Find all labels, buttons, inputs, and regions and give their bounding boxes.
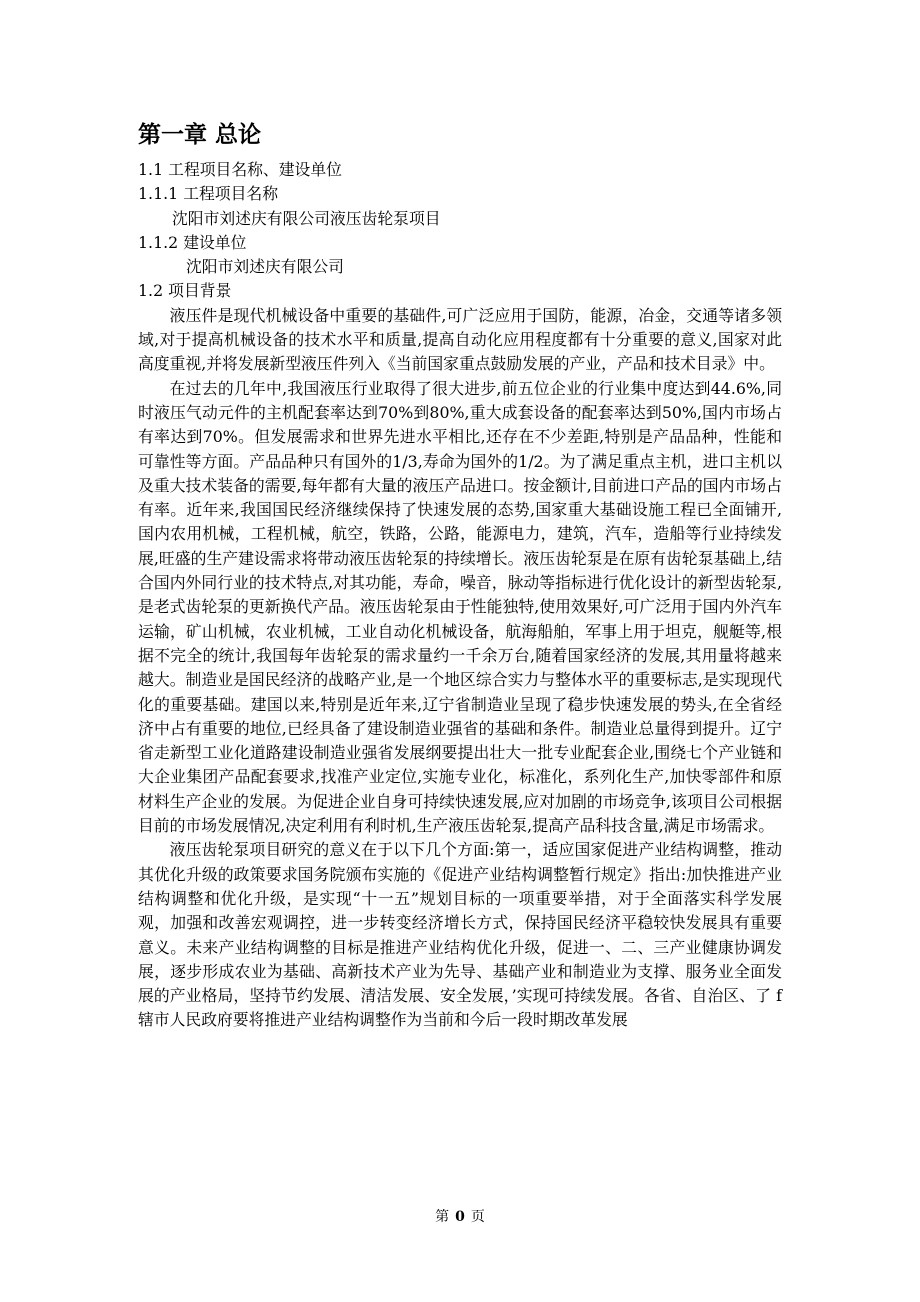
paragraph-industry-background: 在过去的几年中,我国液压行业取得了很大进步,前五位企业的行业集中度达到44.6%,同时液压气动元件的主机配套率达到70%到80%,重大成套设备的配套率达到50%,国内市场占有率达到70%。但发展需求和世界先进水平相比,还存在不少差距,特别是产品品种，性能和可靠性等方面。产品品种只有国外的1/3,寿命为国外的1/2。为了满足重点主机，进口主机以及重大技术装备的需要,每年都有大量的液压产品进口。按金额计,目前进口产品的国内市场占有率。近年来,我国国民经济继续保持了快速发展的态势,国家重大基础设施工程已全面铺开,国内农用机械，工程机械，航空，铁路，公路，能源电力，建筑，汽车，造船等行业持续发展,旺盛的生产建设需求将带动液压齿轮泵的持续增长。液压齿轮泵是在原有齿轮泵基础上,结合国内外同行业的技术特点,对其功能，寿命，噪音，脉动等指标进行优化设计的新型齿轮泵,是老式齿轮泵的更新换代产品。液压齿轮泵由于性能独特,使用效果好,可广泛用于国内外汽车运输，矿山机械，农业机械，工业自动化机械设备，航海船舶，军事上用于坦克，舰艇等,根据不完全的统计,我国每年齿轮泵的需求量约一千余万台,随着国家经济的发展,其用量将越来越大。制造业是国民经济的战略产业,是一个地区综合实力与整体水平的重要标志,是实现现代化的重要基础。建国以来,特别是近年来,辽宁省制造业呈现了稳步快速发展的势头,在全省经济中占有重要的地位,已经具备了建设制造业强省的基础和条件。制造业总量得到提升。辽宁省走新型工业化道路建设制造业强省发展纲要提出壮大一批专业配套企业,围绕七个产业链和大企业集团产品配套要求,找准产业定位,实施专业化，标准化，系列化生产,加快零部件和原材料生产企业的发展。为促进企业自身可持续快速发展,应对加剧的市场竞争,该项目公司根据目前的市场发展情况,决定利用有利时机,生产液压齿轮泵,提高产品科技含量,满足市场需求。 (138, 378, 782, 836)
project-name: 沈阳市刘述庆有限公司液压齿轮泵项目 (172, 208, 441, 228)
document-body (138, 158, 782, 1033)
section-heading-1-2: 1.2 项目背景 (138, 281, 232, 301)
page-number: 0 (455, 1209, 465, 1225)
footer-prefix: 第 (435, 1209, 450, 1225)
chapter-title: 第一章 总论 (138, 122, 262, 148)
page-footer (0, 1207, 920, 1227)
footer-suffix: 页 (470, 1209, 485, 1225)
construction-unit-name: 沈阳市刘述庆有限公司 (186, 257, 344, 277)
section-heading-1-1-2: 1.1.2 建设单位 (138, 232, 247, 252)
paragraph-project-significance: 液压齿轮泵项目研究的意义在于以下几个方面:第一，适应国家促进产业结构调整，推动其优化升级的政策要求国务院颁布实施的《促进产业结构调整暂行规定》指出:加快推进产业结构调整和优化升级，是实现“十一五”规划目标的一项重要举措，对于全面落实科学发展观，加强和改善宏观调控，进一步转变经济增长方式，保持国民经济平稳较快发展具有重要意义。未来产业结构调整的目标是推进产业结构优化升级，促进一、二、三产业健康协调发展，逐步形成农业为基础、高新技术产业为先导、基础产业和制造业为支撑、服务业全面发展的产业格局，坚持节约发展、清洁发展、安全发展，’实现可持续发展。各省、自治区、了 f 辖市人民政府要将推进产业结构调整作为当前和今后一段时期改革发展 (138, 840, 782, 1030)
paragraph-hydraulic-parts-intro: 液压件是现代机械设备中重要的基础件,可广泛应用于国防，能源，冶金，交通等诸多领域,对于提高机械设备的技术水平和质量,提高自动化应用程度都有十分重要的意义,国家对此高度重视,并将发展新型液压件列入《当前国家重点鼓励发展的产业，产品和技术目录》中。 (138, 305, 782, 374)
section-heading-1-1: 1.1 工程项目名称、建设单位 (138, 160, 342, 179)
section-heading-1-1-1: 1.1.1 工程项目名称 (138, 184, 278, 204)
